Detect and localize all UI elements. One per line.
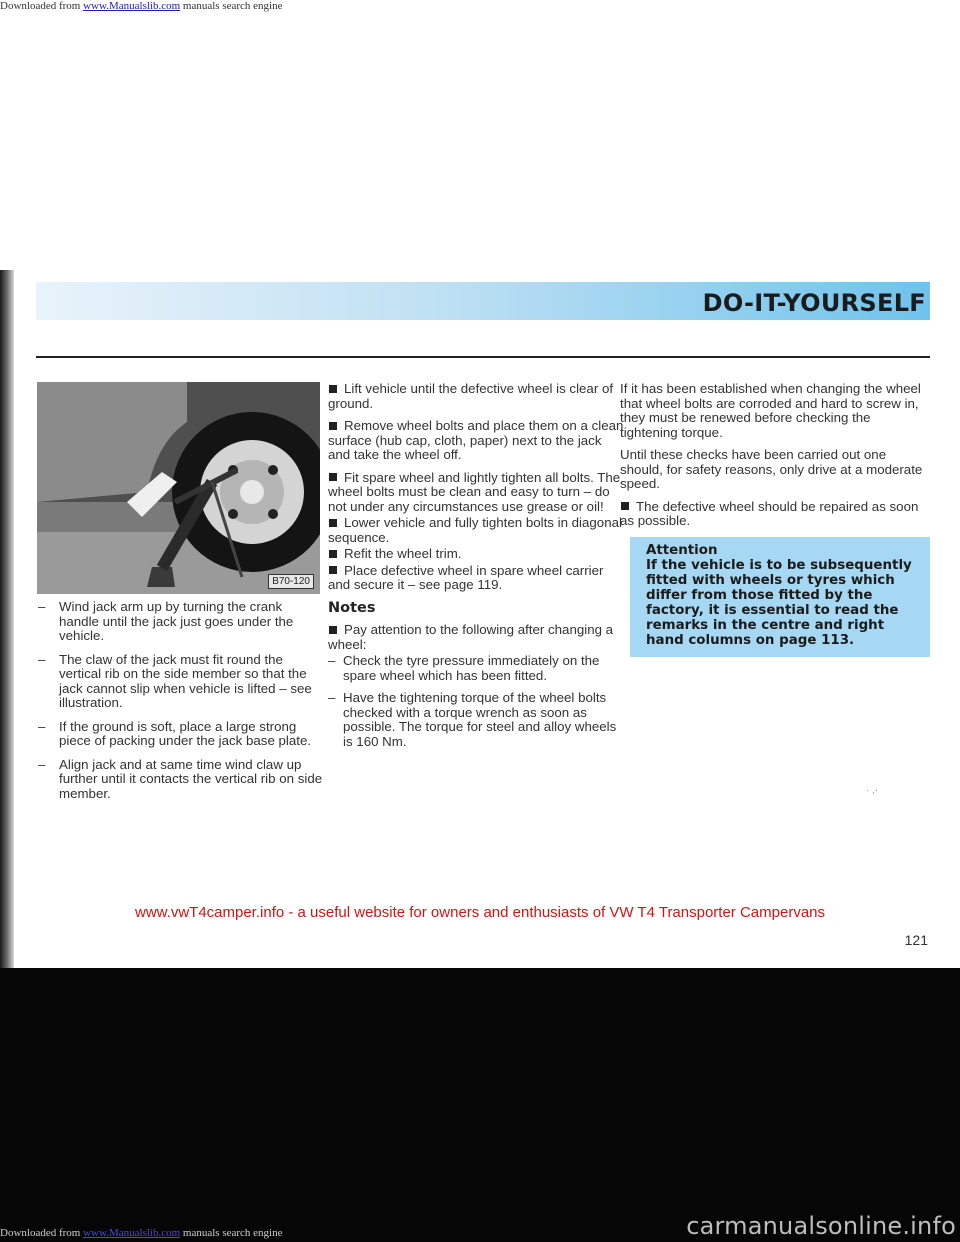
- instruction-item: – Align jack and at same time wind claw up further until it contacts the vertical rib on side member.: [37, 758, 323, 802]
- left-column: [37, 600, 323, 810]
- instruction-item: – The claw of the jack must fit round the vertical rib on the side member so that the jack cannot slip when vehicle is lifted – see illustration.: [37, 653, 323, 711]
- step-text: Remove wheel bolts and place them on a clean surface (hub cap, cloth, paper) next to the jack and take the wheel off.: [328, 418, 624, 462]
- corrosion-paragraph: If it has been established when changing the wheel that wheel bolts are corroded and hard to screw in, they must be renewed before checking the tightening torque.: [620, 381, 921, 440]
- step-item: [328, 419, 626, 463]
- repair-bullet: [620, 500, 930, 529]
- square-bullet-icon: [329, 626, 337, 634]
- section-title: DO-IT-YOURSELF: [702, 289, 926, 317]
- repair-bullet-text: The defective wheel should be repaired as soon as possible.: [620, 498, 919, 528]
- square-bullet-icon: [329, 422, 337, 430]
- scan-black-area: [0, 968, 960, 1242]
- step-item: [328, 471, 626, 515]
- step-text: Fit spare wheel and lightly tighten all bolts. The wheel bolts must be clean and easy to turn – do not under any circumstances use grease or oil!: [328, 469, 621, 514]
- step-text: Place defective wheel in spare wheel carrier and secure it – see page 119.: [328, 562, 604, 592]
- jack-illustration-photo: [37, 382, 320, 594]
- square-bullet-icon: [621, 502, 629, 510]
- manualslib-link[interactable]: www.Manualslib.com: [83, 1227, 181, 1239]
- jack-photo-drawing: [37, 382, 320, 594]
- attention-text: If the vehicle is to be subsequently fitted with wheels or tyres which differ from those fitted by the factory, it is essential to read the remarks in the centre and right hand columns on page 113.: [646, 557, 912, 648]
- download-source-bar-bottom: [0, 1227, 282, 1240]
- square-bullet-icon: [329, 566, 337, 574]
- step-item: [328, 382, 626, 411]
- square-bullet-icon: [329, 519, 337, 527]
- page-number: 121: [904, 932, 928, 948]
- attention-title: Attention: [646, 542, 718, 558]
- notes-intro: [328, 623, 626, 652]
- download-prefix: Downloaded from: [0, 0, 81, 12]
- step-item: [328, 547, 626, 562]
- centre-column: [328, 382, 626, 757]
- download-source-bar: [0, 0, 282, 13]
- notes-intro-text: Pay attention to the following after changing a wheel:: [328, 622, 614, 652]
- manualslib-link[interactable]: www.Manualslib.com: [83, 0, 181, 12]
- square-bullet-icon: [329, 550, 337, 558]
- download-suffix: manuals search engine: [182, 1227, 283, 1239]
- scan-speck: · ,·: [866, 785, 879, 796]
- notes-heading: Notes: [328, 599, 376, 616]
- moderate-speed-paragraph: Until these checks have been carried out one should, for safety reasons, only drive at a moderate speed.: [620, 447, 923, 491]
- download-prefix: Downloaded from: [0, 1227, 81, 1239]
- right-column: [620, 382, 930, 657]
- figure-label: B70-120: [268, 574, 314, 589]
- website-watermark: www.vwT4camper.info - a useful website for owners and enthusiasts of VW T4 Transporter Campervans: [134, 904, 826, 921]
- step-text: Refit the wheel trim.: [344, 546, 462, 561]
- attention-box: [630, 537, 930, 657]
- header-rule: [36, 356, 930, 358]
- square-bullet-icon: [329, 385, 337, 393]
- instruction-item: – If the ground is soft, place a large strong piece of packing under the jack base plate.: [37, 720, 323, 749]
- carmanualsonline-brand: carmanualsonline.info: [686, 1212, 956, 1240]
- square-bullet-icon: [329, 473, 337, 481]
- step-text: Lift vehicle until the defective wheel is clear of ground.: [328, 381, 614, 411]
- step-item: [328, 516, 626, 545]
- page-binding-edge: [0, 270, 14, 970]
- download-suffix: manuals search engine: [182, 0, 283, 12]
- note-item: – Have the tightening torque of the wheel bolts checked with a torque wrench as soon as possible. The torque for steel and alloy wheels is 160 Nm.: [328, 691, 626, 749]
- instruction-item: – Wind jack arm up by turning the crank handle until the jack just goes under the vehicle.: [37, 600, 323, 644]
- step-item: [328, 564, 626, 593]
- step-text: Lower vehicle and fully tighten bolts in diagonal sequence.: [328, 515, 622, 545]
- note-item: – Check the tyre pressure immediately on the spare wheel which has been fitted.: [328, 654, 626, 683]
